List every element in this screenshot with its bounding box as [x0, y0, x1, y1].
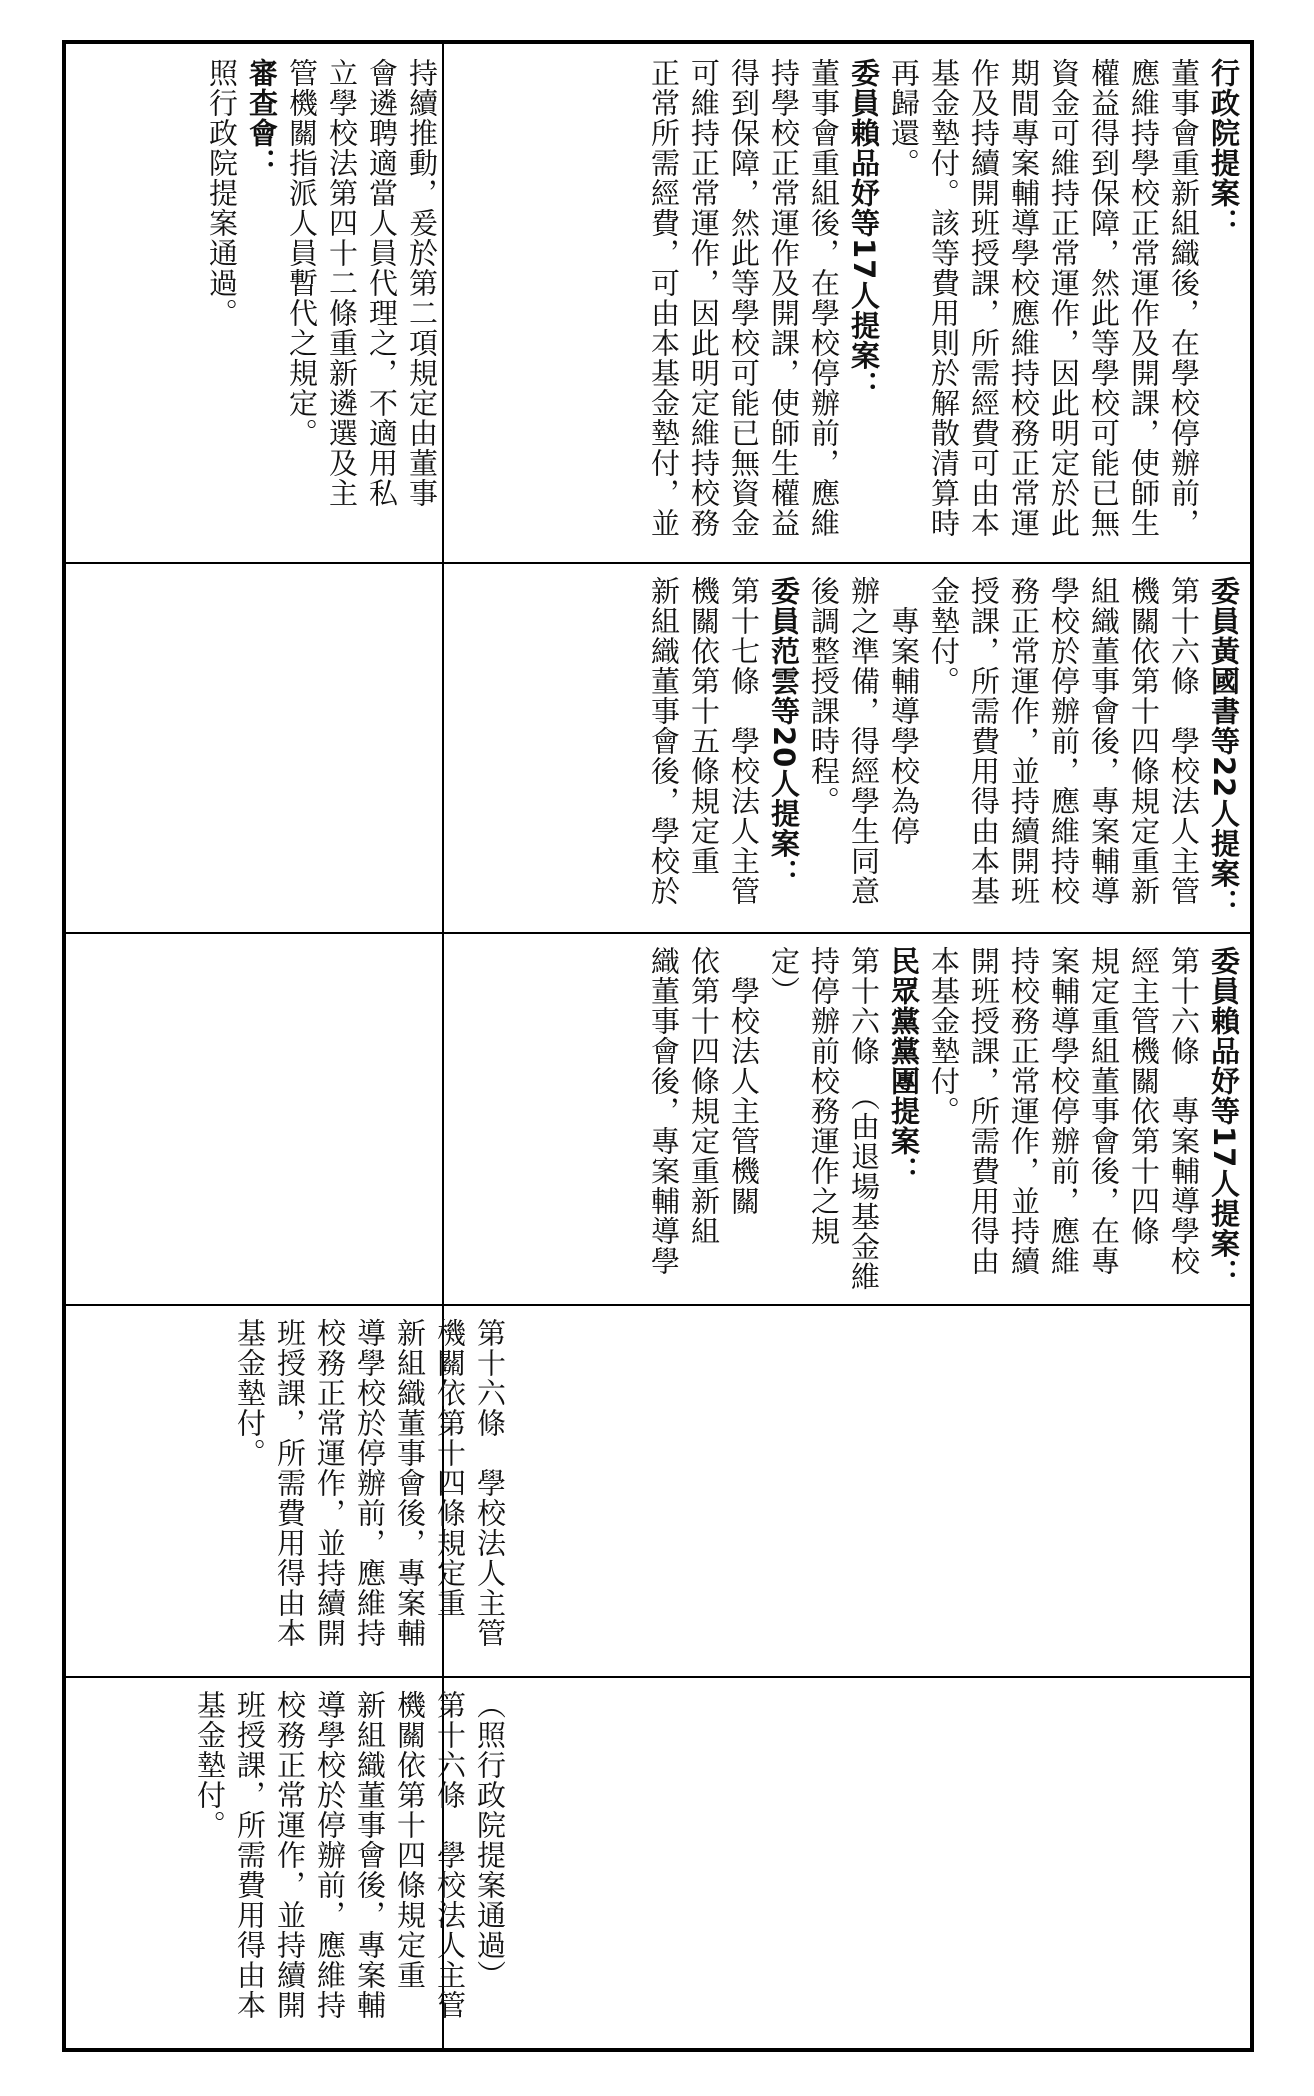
row-divider-4	[62, 1676, 1254, 1678]
row-divider-3	[62, 1304, 1254, 1306]
text-line: 可維持正常運作，因此明定維持校務	[687, 58, 721, 538]
text-line: 第十七條 學校法人主管	[727, 576, 761, 906]
text-line: 授課，所需費用得由本基	[967, 576, 1001, 906]
row5-article-text	[230, 1318, 510, 1668]
text-line: （照行政院提案通過）	[473, 1690, 507, 1990]
text-line: 期間專案輔導學校應維持校務正常運	[1007, 58, 1041, 538]
proposal-heading: 審查會：	[245, 58, 279, 178]
text-line: 基金墊付。	[233, 1318, 267, 1468]
text-line: 規定重組董事會後，在專	[1087, 946, 1121, 1276]
text-line: 專案輔導學校為停	[887, 606, 921, 846]
text-line: 持校務正常運作，並持續	[1007, 946, 1041, 1276]
text-line: 第十六條 學校法人主管	[473, 1318, 507, 1648]
text-line: 持續推動，爰於第二項規定由董事	[405, 58, 439, 508]
table-top-border	[62, 40, 1254, 44]
text-line: 基金墊付。該等費用則於解散清算時	[927, 58, 961, 538]
text-line: 會遴聘適當人員代理之，不適用私	[365, 58, 399, 508]
table-left-border	[62, 40, 66, 2052]
text-line: 董事會重新組織後，在學校停辦前，	[1167, 58, 1201, 538]
proposal-heading: 行政院提案：	[1207, 58, 1241, 238]
text-line: 依第十四條規定重新組	[687, 946, 721, 1246]
text-line: 導學校於停辦前，應維持	[313, 1690, 347, 2020]
text-line: 機關依第十四條規定重	[433, 1318, 467, 1618]
row-divider-1	[62, 562, 1254, 564]
text-line: 第十六條 學校法人主管	[433, 1690, 467, 2020]
row6-passed-text	[190, 1690, 510, 2040]
text-line: 資金可維持正常運作，因此明定於此	[1047, 58, 1081, 538]
text-line: 持停辦前校務運作之規	[807, 946, 841, 1246]
text-line: 新組織董事會後，學校於	[647, 576, 681, 906]
text-line: 導學校於停辦前，應維持	[353, 1318, 387, 1648]
table-bottom-border	[62, 2048, 1254, 2052]
text-line: 新組織董事會後，專案輔	[393, 1318, 427, 1648]
text-line: 案輔導學校停辦前，應維	[1047, 946, 1081, 1276]
text-line: 班授課，所需費用得由本	[233, 1690, 267, 2020]
text-line: 正常所需經費，可由本基金墊付，並	[647, 58, 681, 538]
table-right-border	[1250, 40, 1254, 2052]
text-line: 立學校法第四十二條重新遴選及主	[325, 58, 359, 508]
text-line: 基金墊付。	[193, 1690, 227, 1840]
text-line: 校務正常運作，並持續開	[273, 1690, 307, 2020]
text-line: 董事會重組後，在學校停辦前，應維	[807, 58, 841, 538]
row4-proposal-text	[644, 946, 1244, 1296]
text-line: 管機關指派人員暫代之規定。	[285, 58, 319, 448]
text-line: 金墊付。	[927, 576, 961, 696]
text-line: 得到保障，然此等學校可能已無資金	[727, 58, 761, 538]
text-line: 持學校正常運作及開課，使師生權益	[767, 58, 801, 538]
text-line: 本基金墊付。	[927, 946, 961, 1126]
text-line: 照行政院提案通過。	[205, 58, 239, 328]
proposal-heading: 委員賴品妤等17人提案：	[847, 58, 881, 401]
text-line: 新組織董事會後，專案輔	[353, 1690, 387, 2020]
text-line: 學校於停辦前，應維持校	[1047, 576, 1081, 906]
text-line: 作及持續開班授課，所需經費可由本	[967, 58, 1001, 538]
text-line: 經主管機關依第十四條	[1127, 946, 1161, 1246]
text-line: 定）	[767, 946, 801, 1006]
text-line: 機關依第十五條規定重	[687, 576, 721, 876]
text-line: 第十六條 專案輔導學校	[1167, 946, 1201, 1276]
text-line: 機關依第十四條規定重新	[1127, 576, 1161, 906]
text-line: 後調整授課時程。	[807, 576, 841, 816]
text-line: 學校法人主管機關	[727, 976, 761, 1216]
proposal-heading: 委員賴品妤等17人提案：	[1207, 946, 1241, 1289]
text-line: 辦之準備，得經學生同意	[847, 576, 881, 906]
text-line: 務正常運作，並持續開班	[1007, 576, 1041, 906]
text-line: 織董事會後，專案輔導學	[647, 946, 681, 1276]
row1-explanation-text	[202, 58, 442, 554]
text-line: 組織董事會後，專案輔導	[1087, 576, 1121, 906]
proposal-heading: 委員范雲等20人提案：	[767, 576, 801, 889]
text-line: 再歸還。	[887, 58, 921, 178]
row2-proposal-text	[644, 58, 1244, 554]
text-line: 班授課，所需費用得由本	[273, 1318, 307, 1648]
row-divider-2	[62, 932, 1254, 934]
row3-proposal-text	[644, 576, 1244, 926]
text-line: 機關依第十四條規定重	[393, 1690, 427, 1990]
text-line: 應維持學校正常運作及開課，使師生	[1127, 58, 1161, 538]
text-line: 第十六條 （由退場基金維	[847, 946, 881, 1292]
proposal-heading: 民眾黨黨團提案：	[887, 946, 921, 1186]
text-line: 校務正常運作，並持續開	[313, 1318, 347, 1648]
text-line: 開班授課，所需費用得由	[967, 946, 1001, 1276]
proposal-heading: 委員黃國書等22人提案：	[1207, 576, 1241, 919]
text-line: 權益得到保障，然此等學校可能已無	[1087, 58, 1121, 538]
text-line: 第十六條 學校法人主管	[1167, 576, 1201, 906]
